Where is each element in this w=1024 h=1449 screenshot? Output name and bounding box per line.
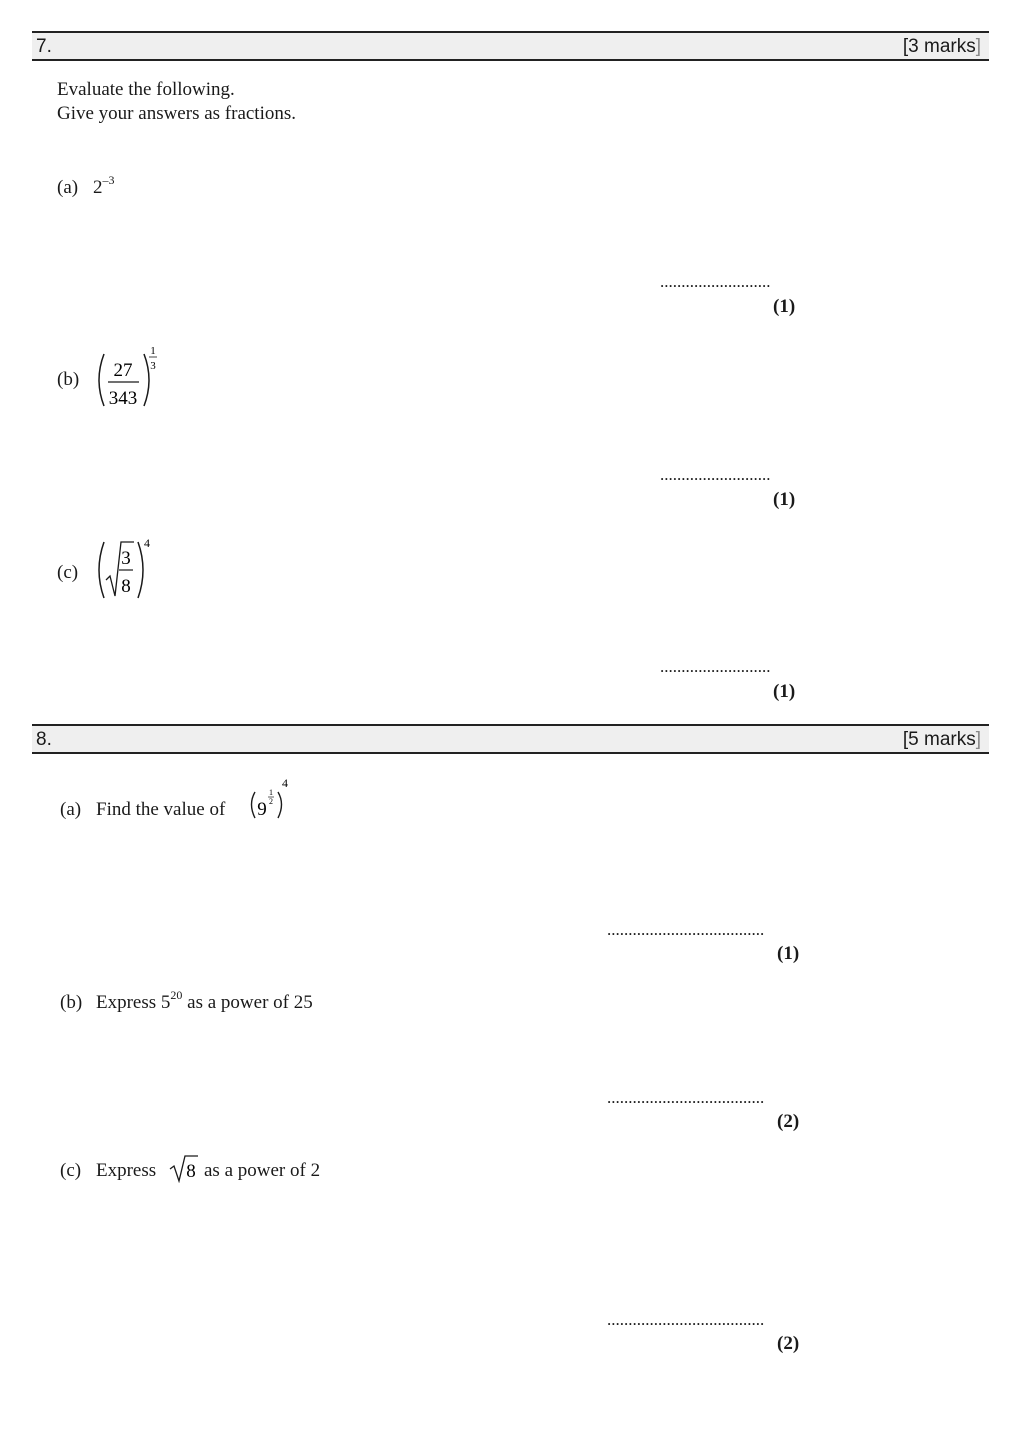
q7a-mark: (1) [773, 296, 796, 317]
q8a-mark: (1) [777, 943, 800, 964]
q7b-denominator: 343 [108, 388, 138, 409]
q7c-exponent: 4 [144, 536, 150, 550]
q7c-mark: (1) [773, 681, 796, 702]
q8a-outer-exponent: 4 [282, 776, 288, 790]
question-number: 7. [36, 36, 52, 57]
q8c-label: (c) [60, 1160, 82, 1181]
q8a-inner-exponent-numerator: 1 [269, 788, 273, 797]
q7c-denominator: 8 [121, 576, 131, 597]
q7b-exponent-denominator: 3 [150, 360, 156, 372]
q7b-answer-line[interactable]: .......................... [660, 465, 771, 484]
q7-intro-line-1: Evaluate the following. [57, 79, 235, 100]
q7-intro-line-2: Give your answers as fractions. [57, 103, 297, 124]
q8b-text: Express $5^{20}$ as a power of 25 [96, 988, 313, 1013]
q8a-inner-exponent-denominator: 2 [269, 797, 273, 806]
q8c-radicand: 8 [186, 1161, 196, 1182]
q8b-label: (b) [60, 992, 83, 1013]
q8c-answer-line[interactable]: ..................................... [607, 1310, 765, 1329]
q7b-numerator: 27 [113, 360, 133, 381]
q8c-text-after: as a power of 2 [204, 1160, 321, 1181]
q7a-label: (a) [57, 177, 79, 198]
q8b-answer-line[interactable]: ..................................... [607, 1088, 765, 1107]
q8b-mark: (2) [777, 1111, 800, 1132]
q8a-text: Find the value of [96, 799, 226, 820]
q8a-answer-line[interactable]: ..................................... [607, 920, 765, 939]
q7b-exponent-numerator: 1 [150, 345, 156, 357]
q8a-base: 9 [257, 799, 267, 820]
q8a-power-expression [245, 774, 295, 824]
question-7-header [32, 31, 989, 61]
question-number: 8. [36, 729, 52, 750]
q8c-text-before: Express [96, 1160, 157, 1181]
q7c-answer-line[interactable]: .......................... [660, 657, 771, 676]
q8a-label: (a) [60, 799, 82, 820]
q7b-mark: (1) [773, 489, 796, 510]
q7c-numerator: 3 [121, 548, 131, 569]
q7b-label: (b) [57, 369, 80, 390]
question-8-header [32, 724, 989, 754]
q7c-root-expression [92, 534, 172, 606]
question-marks: [3 marks] [902, 36, 981, 57]
q7a-answer-line[interactable]: .......................... [660, 272, 771, 291]
q7b-fraction-expression [92, 342, 172, 414]
q7c-label: (c) [57, 562, 79, 583]
question-marks: [5 marks] [902, 729, 981, 750]
q8c-mark: (2) [777, 1333, 800, 1354]
q7a-expression: $2^{-3}$ [93, 173, 115, 198]
q8c-sqrt-expression [168, 1153, 200, 1183]
